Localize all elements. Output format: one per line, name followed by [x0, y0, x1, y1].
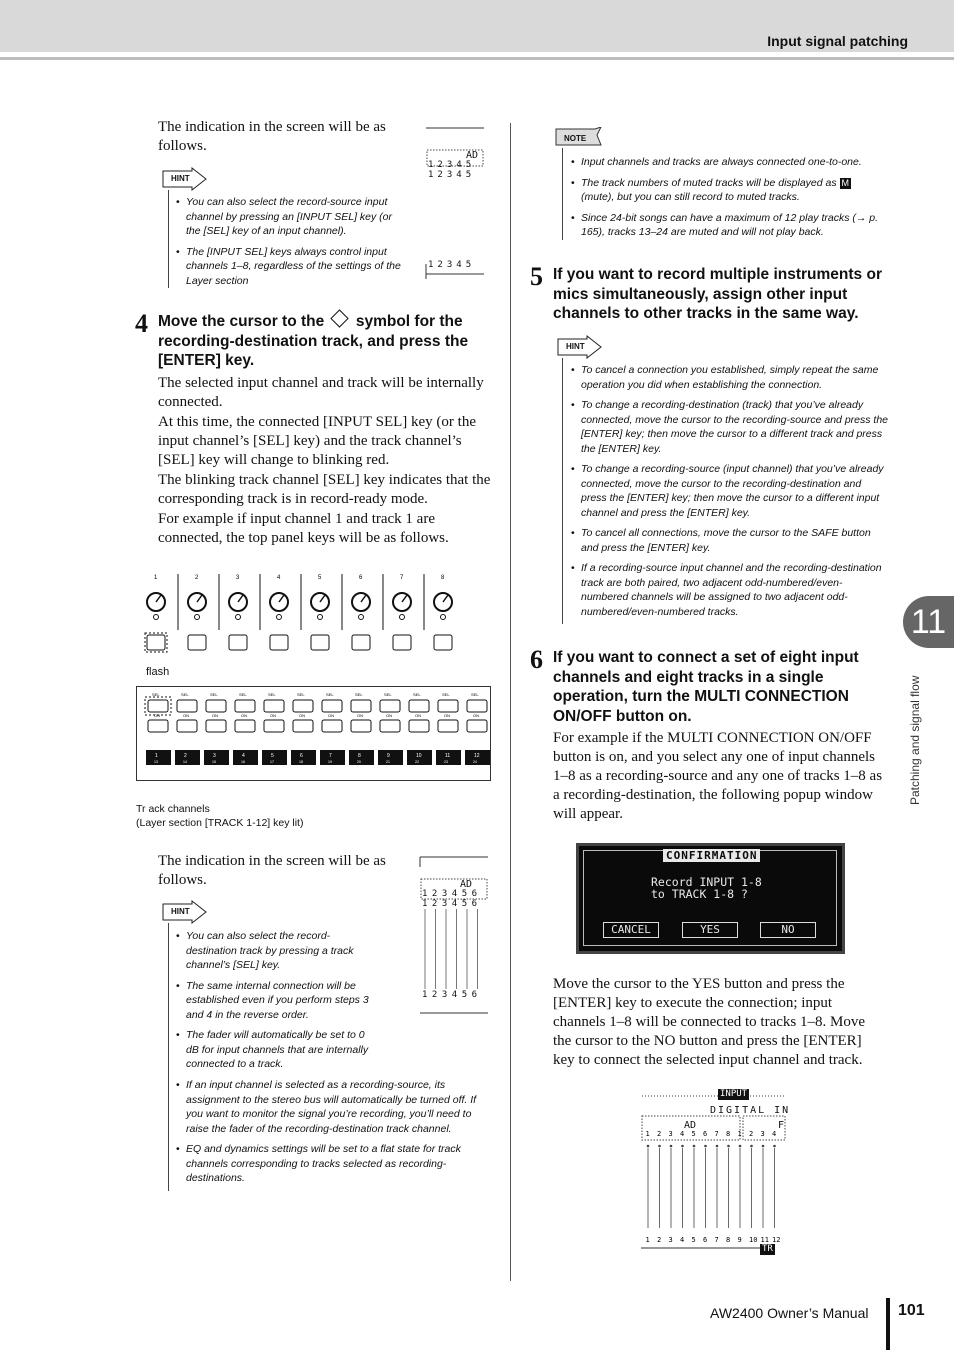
hint-item: • The same internal connection will be established even if you perform steps 3 and 4 in the reverse order.	[176, 979, 376, 1023]
input-sel-key	[393, 635, 411, 650]
track-number-plate	[378, 750, 403, 765]
on-label: ON	[328, 713, 334, 718]
peak-led-icon	[400, 615, 405, 620]
track-number: 12	[474, 753, 480, 759]
on-label: ON	[415, 713, 421, 718]
channel-number: 6	[359, 575, 363, 581]
track-number: 3	[668, 1236, 673, 1244]
note-item: • Since 24-bit songs can have a maximum of 12 play tracks (→ p. 165), tracks 13–24 are muted and will not play back.	[571, 211, 887, 240]
page-number: 101	[898, 1302, 925, 1319]
on-label: ON	[444, 713, 450, 718]
on-label: ON	[212, 713, 218, 718]
hint-item: • To change a recording-destination (track) that you’ve already connected, move the cursor to the recording-source and press the [ENTER] key; then move the cursor to a different track and press the [ENTER] key.	[571, 398, 889, 456]
hint-item: • If an input channel is selected as a recording-source, its assignment to the stereo bus will automatically be turned off. If you want to monitor the signal you’re recording, you’ll need to raise the fader of the recording-destination track channel.	[176, 1078, 492, 1136]
hint-label-3: HINT	[566, 342, 585, 351]
track-number: 6	[300, 753, 303, 759]
screen1-ad: AD	[466, 150, 479, 161]
hint-item: • You can also select the record-destination track by pressing a track channel’s [SEL] key.	[176, 929, 376, 973]
patch-node	[693, 1145, 696, 1148]
peak-led-icon	[195, 615, 200, 620]
column-divider	[510, 123, 511, 1281]
patch-node	[704, 1145, 707, 1148]
track-on-key	[177, 720, 197, 732]
patch-node	[762, 1145, 765, 1148]
peak-led-icon	[318, 615, 323, 620]
sel-label: SEL	[326, 692, 334, 697]
track-number-sub: 13	[154, 760, 158, 764]
sel-label: SEL	[297, 692, 305, 697]
input-number: 1	[645, 1130, 650, 1138]
step-number-4: 4	[135, 309, 148, 338]
step-heading-5: If you want to record multiple instruments or mics simultaneously, assign other input channels to other tracks in the same way.	[553, 266, 882, 322]
patch-node	[647, 1145, 650, 1148]
track-number-plate	[349, 750, 374, 765]
hint-item: • If a recording-source input channel and the recording-destination track are both paired, two adjacent odd-numbered/even-numbered channels will be assigned to two adjacent odd-numbered/even-numbered tracks.	[571, 561, 889, 619]
hint-rule-1	[168, 190, 169, 288]
sel-label: SEL	[181, 692, 189, 697]
track-sel-key	[438, 700, 458, 712]
input-number: 4	[680, 1130, 685, 1138]
track-number: 9	[737, 1236, 742, 1244]
channel-number: 3	[236, 575, 240, 581]
track-number-sub: 19	[328, 760, 332, 764]
track-number: 2	[184, 753, 187, 759]
step-number-5: 5	[530, 262, 543, 291]
track-number-sub: 23	[444, 760, 448, 764]
ad-label: AD	[684, 1120, 697, 1131]
note-list	[571, 155, 887, 246]
track-number-sub: 15	[212, 760, 216, 764]
step-number-6: 6	[530, 645, 543, 674]
track-number-sub: 24	[473, 760, 477, 764]
track-number: 4	[680, 1236, 685, 1244]
track-number-sub: 17	[270, 760, 274, 764]
track-on-key	[438, 720, 458, 732]
intro-text-1: The indication in the screen will be as follows.	[158, 119, 386, 154]
sel-label: SEL	[384, 692, 392, 697]
screen1-nums-a: 12345	[428, 160, 476, 170]
track-number: 3	[213, 753, 216, 759]
cancel-button[interactable]: CANCEL	[603, 922, 659, 938]
patch-node	[739, 1145, 742, 1148]
chapter-tab: 11	[903, 596, 954, 648]
track-sel-key	[351, 700, 371, 712]
hint-list-3	[571, 363, 889, 625]
track-number-plate	[291, 750, 316, 765]
channel-number: 7	[400, 575, 404, 581]
track-number: 11	[445, 753, 451, 759]
input-panel-illustration	[138, 570, 468, 655]
chapter-side-label: Patching and signal flow	[908, 675, 922, 805]
hint-rule-2	[168, 923, 169, 1191]
sel-label: SEL	[239, 692, 247, 697]
on-label: ON	[154, 713, 160, 718]
yes-button[interactable]: YES	[682, 922, 738, 938]
note-label: NOTE	[564, 134, 587, 143]
track-number: 8	[358, 753, 361, 759]
sel-label: SEL	[268, 692, 276, 697]
channel-number: 5	[318, 575, 322, 581]
input-number: 3	[760, 1130, 765, 1138]
track-on-key	[235, 720, 255, 732]
track-number-sub: 14	[183, 760, 187, 764]
hint-label-2: HINT	[171, 907, 190, 916]
intro-text-2: The indication in the screen will be as follows.	[158, 853, 386, 888]
track-number: 1	[645, 1236, 650, 1244]
on-label: ON	[183, 713, 189, 718]
track-sel-key	[148, 700, 168, 712]
on-label: ON	[270, 713, 276, 718]
channel-number: 8	[441, 575, 445, 581]
track-number: 10	[416, 753, 422, 759]
track-sel-key	[409, 700, 429, 712]
input-tag: INPUT	[720, 1089, 748, 1099]
input-sel-key	[188, 635, 206, 650]
track-on-key	[409, 720, 429, 732]
input-number: 8	[726, 1130, 731, 1138]
input-sel-key	[147, 635, 165, 650]
sel-label: SEL	[355, 692, 363, 697]
track-number-plate	[204, 750, 229, 765]
header-rule	[0, 57, 954, 60]
sel-label: SEL	[152, 692, 160, 697]
flash-label: flash	[146, 666, 170, 678]
step4-body: The selected input channel and track will be internally connected. At this time, the connected [INPUT SEL] key (or the input channel’s [SEL] key) and the track channel’s [SEL] key will change to blinking red. The blinking track channel [SEL] key indicates that the corresponding track is in record-ready mode. For example if input channel 1 and track 1 are connected, the top panel keys will be as follows.	[158, 375, 491, 546]
screen1-nums-b: 12345	[428, 170, 476, 180]
channel-number: 2	[195, 575, 199, 581]
after-popup-text: Move the cursor to the YES button and press the [ENTER] key to execute the connection; input channels 1–8 will be connected to tracks 1–8. Move the cursor to the NO button and press the [ENTER] key to connect the selected input channel and track.	[553, 976, 865, 1068]
channel-number: 1	[154, 575, 158, 581]
input-number: 5	[691, 1130, 696, 1138]
peak-led-icon	[277, 615, 282, 620]
input-number: 2	[657, 1130, 662, 1138]
f-label: F	[778, 1120, 785, 1131]
patch-node	[773, 1145, 776, 1148]
note-item: • Input channels and tracks are always connected one-to-one.	[571, 155, 887, 170]
screen2-nums-c: 123456	[422, 990, 482, 1000]
track-number-plate	[175, 750, 200, 765]
patch-node	[750, 1145, 753, 1148]
mute-icon: M	[841, 177, 850, 188]
hint-item: • You can also select the record-source input channel by pressing an [INPUT SEL] key (or the [SEL] key of an input channel).	[176, 195, 404, 239]
track-number: 8	[726, 1236, 731, 1244]
on-label: ON	[386, 713, 392, 718]
track-sel-key	[293, 700, 313, 712]
patch-node	[658, 1145, 661, 1148]
track-sel-key	[264, 700, 284, 712]
popup-line-1: Record INPUT 1-8	[651, 875, 762, 889]
track-sel-key	[467, 700, 487, 712]
track-sel-key	[206, 700, 226, 712]
tr-tag: TR	[762, 1244, 773, 1254]
peak-led-icon	[359, 615, 364, 620]
sel-label: SEL	[210, 692, 218, 697]
note-item: • The track numbers of muted tracks will be displayed as M (mute), but you can still record to muted tracks.	[571, 176, 887, 205]
track-number: 9	[387, 753, 390, 759]
on-label: ON	[299, 713, 305, 718]
track-number-sub: 22	[415, 760, 419, 764]
track-number-plate	[320, 750, 345, 765]
popup-title: CONFIRMATION	[663, 849, 760, 862]
hint-rule-3	[562, 358, 563, 624]
peak-led-icon	[236, 615, 241, 620]
diamond-icon	[330, 309, 348, 327]
peak-led-icon	[154, 615, 159, 620]
hint-list-2a	[176, 929, 376, 1078]
input-number: 7	[714, 1130, 719, 1138]
footer-bar	[886, 1298, 890, 1350]
section-title: Input signal patching	[767, 33, 908, 49]
sel-label: SEL	[442, 692, 450, 697]
track-number-sub: 21	[386, 760, 390, 764]
track-number-sub: 20	[357, 760, 361, 764]
track-on-key	[351, 720, 371, 732]
channel-number: 4	[277, 575, 281, 581]
on-label: ON	[241, 713, 247, 718]
input-sel-key	[434, 635, 452, 650]
note-rule	[562, 148, 563, 240]
hint-item: • The fader will automatically be set to 0 dB for input channels that are internally connected to a track.	[176, 1028, 376, 1072]
track-number: 7	[329, 753, 332, 759]
hint-list-1	[176, 195, 404, 294]
hint-item: • EQ and dynamics settings will be set to a flat state for track channels corresponding to tracks selected as recording-destinations.	[176, 1142, 492, 1186]
track-number: 11	[760, 1236, 769, 1244]
input-sel-key	[229, 635, 247, 650]
patch-node	[681, 1145, 684, 1148]
track-on-key	[264, 720, 284, 732]
hint-list-2b	[176, 1078, 492, 1192]
track-number: 4	[242, 753, 245, 759]
input-number: 1	[737, 1130, 742, 1138]
track-number: 12	[772, 1236, 781, 1244]
patch-node	[716, 1145, 719, 1148]
screen2-ad: AD	[460, 879, 473, 890]
step-heading-4: Move the cursor to the symbol for the recording-destination track, and press the [ENTER] key.	[158, 312, 493, 371]
input-number: 3	[668, 1130, 673, 1138]
input-sel-key	[352, 635, 370, 650]
sel-label: SEL	[471, 692, 479, 697]
screen1-nums-c: 12345	[428, 260, 476, 270]
track-number: 6	[703, 1236, 708, 1244]
input-number: 2	[749, 1130, 754, 1138]
track-on-key	[148, 720, 168, 732]
track-number-plate	[146, 750, 171, 765]
digital-in-label: DIGITAL IN	[710, 1105, 791, 1116]
track-number: 1	[155, 753, 158, 759]
hint-item: • To cancel a connection you established, simply repeat the same operation you did when establishing the connection.	[571, 363, 889, 392]
track-number-plate	[233, 750, 258, 765]
track-number: 7	[714, 1236, 719, 1244]
footer-manual-title: AW2400 Owner’s Manual	[710, 1305, 869, 1321]
on-label: ON	[357, 713, 363, 718]
track-number: 5	[271, 753, 274, 759]
screen2-nums-b: 123456	[422, 899, 482, 909]
popup-line-2: to TRACK 1-8 ?	[651, 887, 748, 901]
track-panel-illustration	[136, 686, 492, 782]
track-number: 10	[749, 1236, 758, 1244]
track-sel-key	[235, 700, 255, 712]
track-sel-key	[380, 700, 400, 712]
screen2-nums-a: 123456	[422, 889, 482, 899]
hint-label-1: HINT	[171, 174, 190, 183]
input-sel-key	[270, 635, 288, 650]
track-on-key	[380, 720, 400, 732]
track-on-key	[206, 720, 226, 732]
input-sel-key	[311, 635, 329, 650]
hint-item: • To change a recording-source (input channel) that you’ve already connected, move the cursor to the recording-destination and press the [ENTER] key; then move the cursor to a different input channel and press the [ENTER] key.	[571, 462, 889, 520]
input-number: 6	[703, 1130, 708, 1138]
track-sel-key	[322, 700, 342, 712]
track-caption: Tr ack channels (Layer section [TRACK 1-12] key lit)	[136, 803, 304, 829]
sel-label: SEL	[413, 692, 421, 697]
track-number-sub: 18	[299, 760, 303, 764]
track-on-key	[293, 720, 313, 732]
track-number: 2	[657, 1236, 662, 1244]
on-label: ON	[473, 713, 479, 718]
track-number: 5	[691, 1236, 696, 1244]
track-sel-key	[177, 700, 197, 712]
peak-led-icon	[441, 615, 446, 620]
confirmation-popup	[576, 843, 845, 954]
track-number-plate	[262, 750, 287, 765]
hint-item: • The [INPUT SEL] keys always control input channels 1–8, regardless of the settings of the Layer section	[176, 245, 404, 289]
track-on-key	[322, 720, 342, 732]
hint-item: • To cancel all connections, move the cursor to the SAFE button and press the [ENTER] key.	[571, 526, 889, 555]
no-button[interactable]: NO	[760, 922, 816, 938]
input-number: 4	[772, 1130, 777, 1138]
patch-node	[670, 1145, 673, 1148]
step-heading-6: If you want to connect a set of eight input channels and eight tracks in a single operation, turn the MULTI CONNECTION ON/OFF button on.	[553, 649, 859, 725]
step6-body: For example if the MULTI CONNECTION ON/OFF button is on, and you select any one of input channels 1–8 as a recording-source and any one of tracks 1–8 as a recording-destination, the following popup window will appear.	[553, 730, 883, 822]
track-on-key	[467, 720, 487, 732]
patch-node	[727, 1145, 730, 1148]
track-number-sub: 16	[241, 760, 245, 764]
